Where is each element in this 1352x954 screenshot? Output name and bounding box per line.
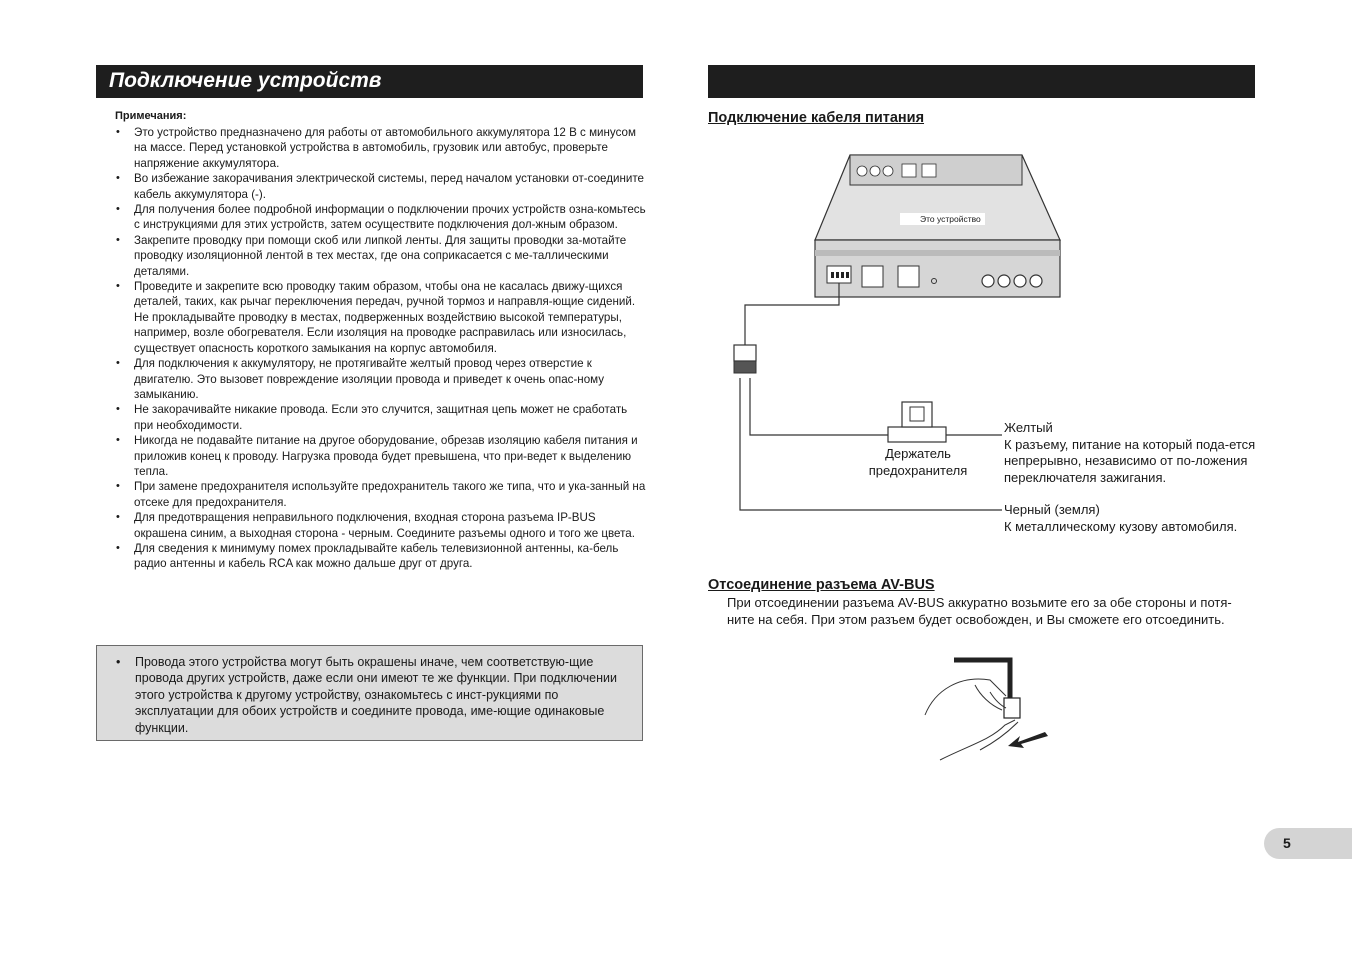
fuse-holder-label-2: предохранителя [868,463,968,478]
note-item: • Для предотвращения неправильного подключения, входная сторона разъема IP-BUS окрашена синим, а выходная сторона - черным. Соедините разъемы одного и того же цвета. [112,510,647,541]
pull-arrow-icon [1008,732,1048,748]
black-wire-text: К металлическому кузову автомобиля. [1004,518,1238,534]
note-item: • Никогда не подавайте питание на другое оборудование, обрезав изоляцию кабеля питания и приложив конец к проводу. Нагрузка провода будет превышена, что при-ведет к выделению тепла. [112,433,647,479]
black-wire-title: Черный (земля) [1004,502,1100,517]
wire-connector-plug [734,345,756,361]
wire-connector-body [734,361,756,373]
yellow-wire-title: Желтый [1004,420,1053,435]
page-number-tab: 5 [1264,828,1352,859]
wire-color-note-box [96,645,643,741]
avbus-disconnect-illustration [920,650,1060,770]
black-wire [740,378,1002,510]
yellow-wire-description [1004,420,1264,486]
fuse-holder-label-1: Держатель [885,446,951,461]
title-bar-right [708,65,1255,98]
fuse-holder-body [888,427,946,442]
power-cable-heading: Подключение кабеля питания [708,110,925,126]
ip-bus-port-1 [862,266,883,287]
hand-lower-icon [940,720,1018,760]
yellow-wire [750,378,888,435]
device-front-panel [815,240,1060,297]
avbus-heading: Отсоединение разъема AV-BUS [708,577,935,593]
note-item: • Проведите и закрепите всю проводку таким образом, чтобы она не касалась движу-щихся деталей, таких, как рычаг переключения передач, ручной тормоз и направля-ющие сидений. Не прокладывайте проводку в местах, подверженных воздействию высокой температуры, например, возле обогревателя. Если изоляция на проводке расправилась или износилась, существует опасность короткого замыкания на корпус автомобиля. [112,279,647,356]
note-item: • Закрепите проводку при помощи скоб или липкой ленты. Для защиты проводки за-мотайте проводку изоляционной лентой в тех местах, где она соприкасается с ме-таллическими деталями. [112,233,647,279]
device-label: Это устройство [920,214,981,224]
page-title: Подключение устройств [96,65,643,98]
boxed-note-text: • Провода этого устройства могут быть окрашены иначе, чем соответствую-щие провода других устройств, даже если они имеют те же функции. При подключении этого устройства к другому устройству, ознакомьтесь с инст-рукциями по эксплуатации для обоих устройств и соедините провода, име-ющие одинаковые функции. [113,654,623,736]
note-item: • Для сведения к минимуму помех прокладывайте кабель телевизионной антенны, ка-бель радио антенны и кабель RCA как можно дальше друг от друга. [112,541,647,572]
note-item: • При замене предохранителя используйте предохранитель такого же типа, что и ука-занный на отсеке для предохранителя. [112,479,647,510]
notes-heading: Примечания: [115,110,187,122]
fuse-holder-top [902,402,932,427]
connector-plug-icon [1004,698,1020,718]
black-wire-description [1004,502,1264,535]
ip-bus-port-2 [898,266,919,287]
note-item: • Это устройство предназначено для работы от автомобильного аккумулятора 12 В с минусом на массе. Перед установкой устройства в автомобиль, грузовик или автобус, проверьте напряжение аккумулятора. [112,125,647,171]
note-item: • Для подключения к аккумулятору, не протягивайте желтый провод через отверстие к двигателю. Это вызовет повреждение изоляции провода и приведет к очень опас-ному замыканию. [112,356,647,402]
note-item: • Не закорачивайте никакие провода. Если это случится, защитная цепь может не сработать при необходимости. [112,402,647,433]
hand-upper-icon [925,679,1006,715]
avbus-instructions: При отсоединении разъема AV-BUS аккуратно возьмите его за обе стороны и потя-ните на себя. При этом разъем будет освобожден, и Вы сможете его отсоединить. [727,595,1232,627]
notes-list [112,125,647,572]
yellow-wire-text: К разъему, питание на который пода-ется непрерывно, независимо от по-ложения переключателя зажигания. [1004,436,1256,485]
note-item: • Для получения более подробной информации о подключении прочих устройств озна-комьтесь с инструкциями для этих устройств, затем осуществите подключения дол-жным образом. [112,202,647,233]
device-base-strip [815,250,1060,256]
note-item: • Во избежание закорачивания электрической системы, перед началом установки от-соедините кабель аккумулятора (-). [112,171,647,202]
